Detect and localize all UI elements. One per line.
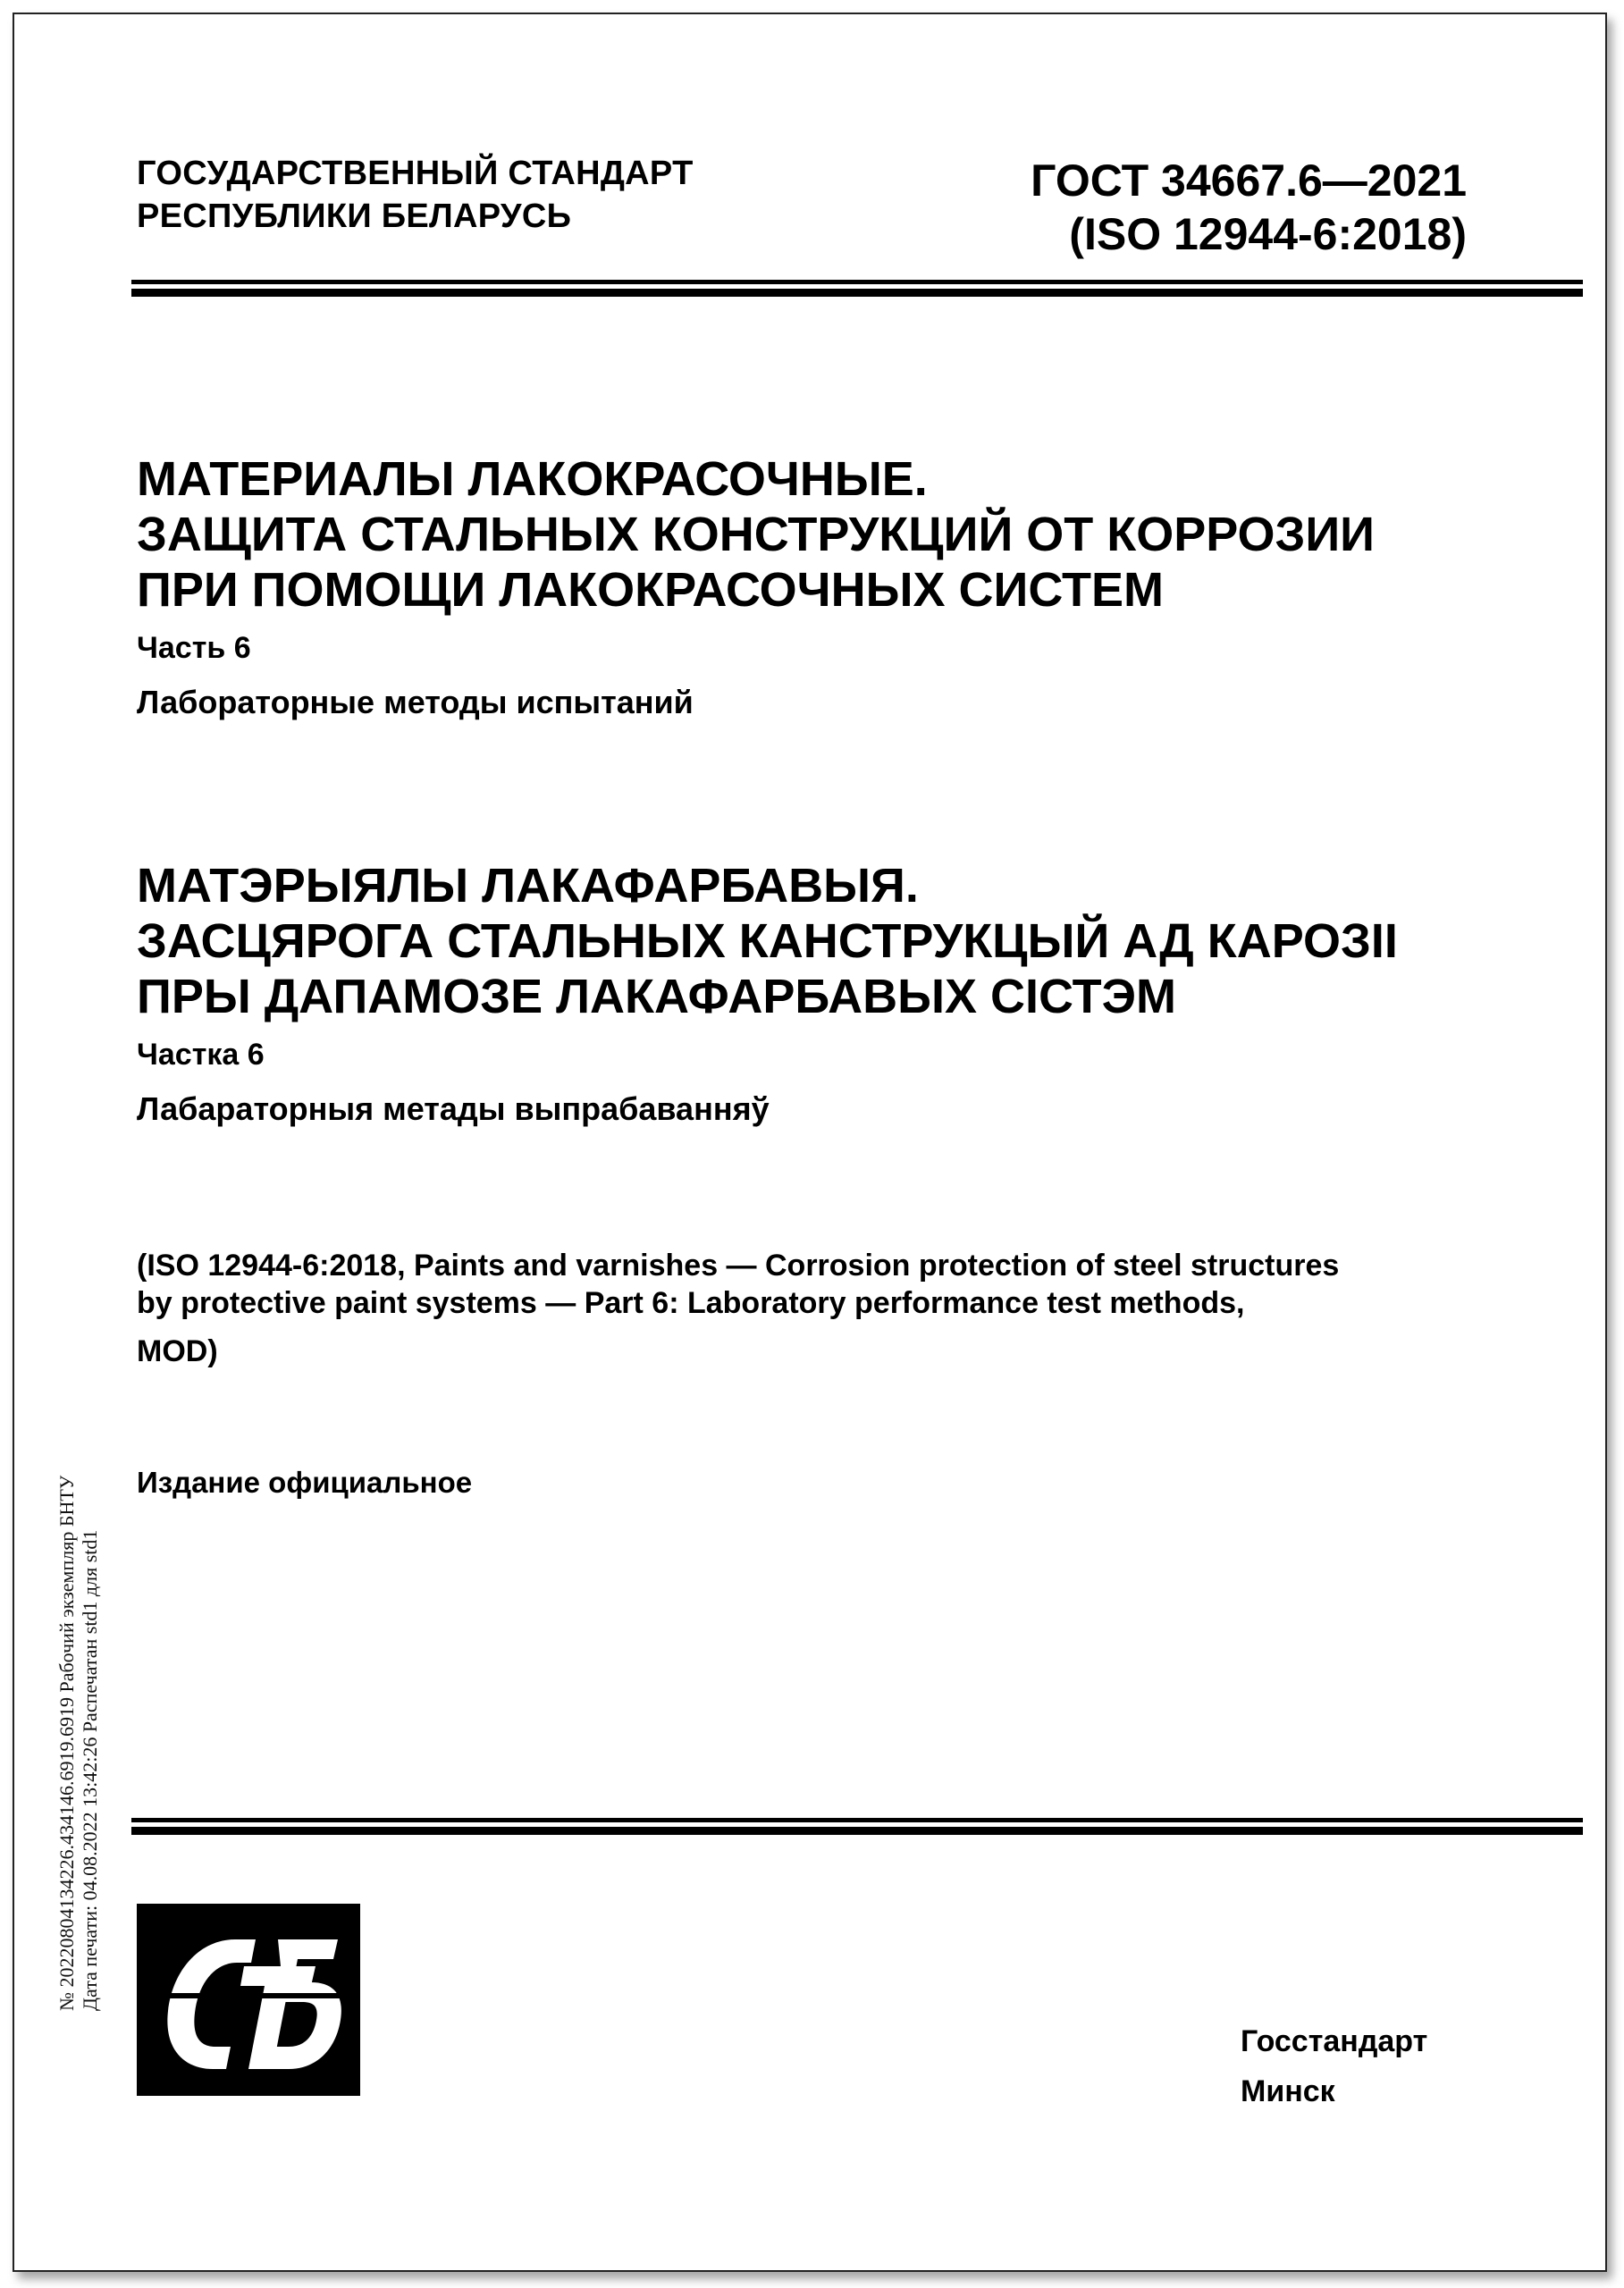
publisher-name: Госстандарт xyxy=(1241,2024,1428,2058)
footer-divider xyxy=(131,1818,1583,1835)
title-by-line1: МАТЭРЫЯЛЫ ЛАКАФАРБАВЫЯ. xyxy=(137,859,919,913)
standard-type-line2: РЕСПУБЛИКИ БЕЛАРУСЬ xyxy=(137,198,572,235)
logo-mark-icon xyxy=(137,1904,360,2096)
iso-ref-line2: by protective paint systems — Part 6: Laboratory performance test methods, xyxy=(137,1286,1245,1320)
subtitle-ru: Лабораторные методы испытаний xyxy=(137,684,694,720)
subtitle-by: Лабараторныя метады выпрабаванняў xyxy=(137,1090,770,1127)
title-ru-line3: ПРИ ПОМОЩИ ЛАКОКРАСОЧНЫХ СИСТЕМ xyxy=(137,563,1164,617)
iso-ref-line3: MOD) xyxy=(137,1334,218,1368)
gosstandart-logo xyxy=(137,1904,360,2096)
iso-ref-line1: (ISO 12944-6:2018, Paints and varnishes — Corrosion protection of steel structures xyxy=(137,1249,1340,1283)
header-divider xyxy=(131,280,1583,297)
standard-type-heading xyxy=(137,152,694,238)
title-ru-line2: ЗАЩИТА СТАЛЬНЫХ КОНСТРУКЦИЙ ОТ КОРРОЗИИ xyxy=(137,508,1375,561)
gost-code: ГОСТ 34667.6—2021 xyxy=(1031,156,1467,206)
iso-code: (ISO 12944-6:2018) xyxy=(1069,209,1467,259)
edition-label: Издание официальное xyxy=(137,1466,473,1499)
iso-reference xyxy=(137,1247,1339,1370)
title-by-line3: ПРЫ ДАПАМОЗЕ ЛАКАФАРБАВЫХ СІСТЭМ xyxy=(137,970,1177,1023)
title-russian xyxy=(137,451,1375,721)
title-by-line2: ЗАСЦЯРОГА СТАЛЬНЫХ КАНСТРУКЦЫЙ АД КАРОЗІІ xyxy=(137,914,1398,968)
print-stamp xyxy=(55,1476,102,2011)
title-belarusian xyxy=(137,858,1398,1128)
title-ru-line1: МАТЕРИАЛЫ ЛАКОКРАСОЧНЫЕ. xyxy=(137,452,928,506)
part-by: Частка 6 xyxy=(137,1038,265,1072)
print-stamp-line2: Дата печати: 04.08.2022 13:42:26 Распечатан std1 для std1 xyxy=(79,1529,101,2011)
standard-type-line1: ГОСУДАРСТВЕННЫЙ СТАНДАРТ xyxy=(137,155,694,192)
standard-code xyxy=(1031,154,1467,261)
publisher-city: Минск xyxy=(1241,2074,1335,2108)
publisher xyxy=(1241,2016,1427,2116)
print-stamp-line1: № 20220804134226.434146.6919.6919 Рабочий экземпляр БНТУ xyxy=(55,1475,78,2011)
part-ru: Часть 6 xyxy=(137,631,251,665)
